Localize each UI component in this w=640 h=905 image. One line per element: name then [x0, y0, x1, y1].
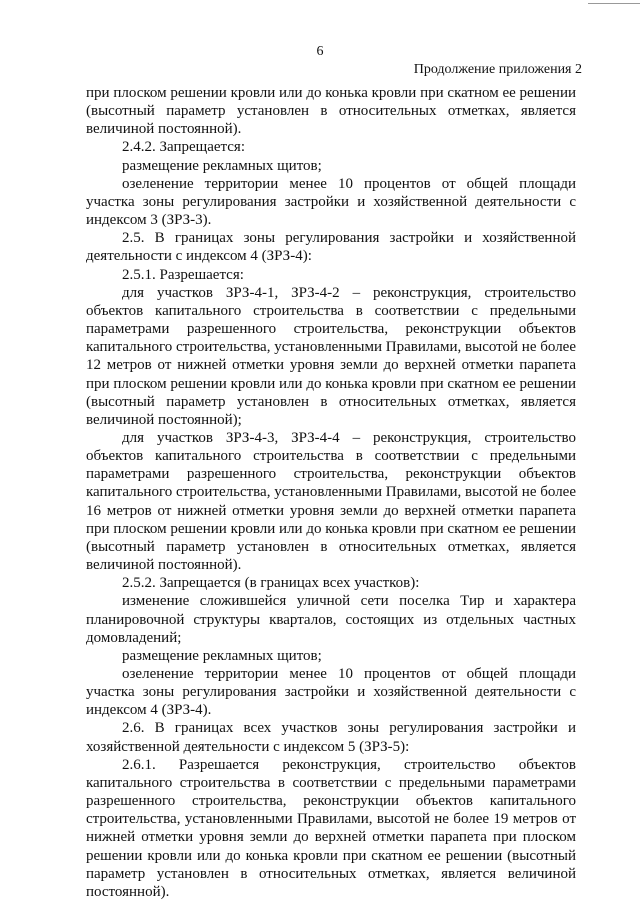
paragraph: размещение рекламных щитов; [122, 647, 322, 664]
paragraph: 2.5.2. Запрещается (в границах всех участков): [122, 575, 420, 592]
paragraph: для участков ЗРЗ-4-1, ЗРЗ-4-2 – реконструкция, строительство объектов капитального строительства в соответствии с предельными параметрами разрешенного строительства, реконструкции объектов капитального строительства, установленными Правилами, высотой не более 12 метров от нижней отметки уровня земли до верхней отметки парапета при плоском решении кровли или до конька кровли при скатном ее решении (высотный параметр установлен в относительных отметках, является величиной постоянной); [86, 284, 576, 428]
paragraph: 2.6.1. Разрешается реконструкция, строительство объектов капитального строительства в соответствии с предельными параметрами разрешенного строительства, реконструкции объектов капитального строительства, установленными Правилами, высотой не более 19 метров от нижней отметки уровня земли до верхней отметки парапета при плоском решении кровли или до конька кровли при скатном ее решении (высотный параметр установлен в относительных отметках, является величиной постоянной). [86, 756, 576, 900]
paragraph: изменение сложившейся уличной сети поселка Тир и характера планировочной структуры кварталов, состоящих из отдельных частных домовладений; [86, 593, 576, 646]
appendix-continuation-note: Продолжение приложения 2 [413, 62, 582, 77]
paragraph: озеленение территории менее 10 процентов от общей площади участка зоны регулирования застройки и хозяйственной деятельности с индексом 4 (ЗРЗ-4). [86, 666, 576, 719]
paragraph: при плоском решении кровли или до конька кровли при скатном ее решении (высотный параметр установлен в относительных отметках, является величиной постоянной). [86, 85, 576, 138]
paragraph: 2.4.2. Запрещается: [122, 139, 245, 156]
page-number: 6 [316, 44, 324, 59]
paragraph: 2.5.1. Разрешается: [122, 266, 244, 283]
scan-corner-mark [588, 0, 640, 4]
paragraph: 2.6. В границах всех участков зоны регулирования застройки и хозяйственной деятельности с индексом 5 (ЗРЗ-5): [86, 720, 576, 755]
paragraph: 2.5. В границах зоны регулирования застройки и хозяйственной деятельности с индексом 4 (ЗРЗ-4): [86, 230, 576, 265]
paragraph: озеленение территории менее 10 процентов от общей площади участка зоны регулирования застройки и хозяйственной деятельности с индексом 3 (ЗРЗ-3). [86, 175, 576, 229]
document-body [86, 84, 576, 901]
paragraph: для участков ЗРЗ-4-3, ЗРЗ-4-4 – реконструкция, строительство объектов капитального строительства в соответствии с предельными параметрами разрешенного строительства, реконструкции объектов капитального строительства, установленными Правилами, высотой не более 16 метров от нижней отметки уровня земли до верхней отметки парапета при плоском решении кровли или до конька кровли при скатном ее решении (высотный параметр установлен в относительных отметках, является величиной постоянной). [86, 429, 576, 574]
paragraph: размещение рекламных щитов; [122, 157, 322, 174]
